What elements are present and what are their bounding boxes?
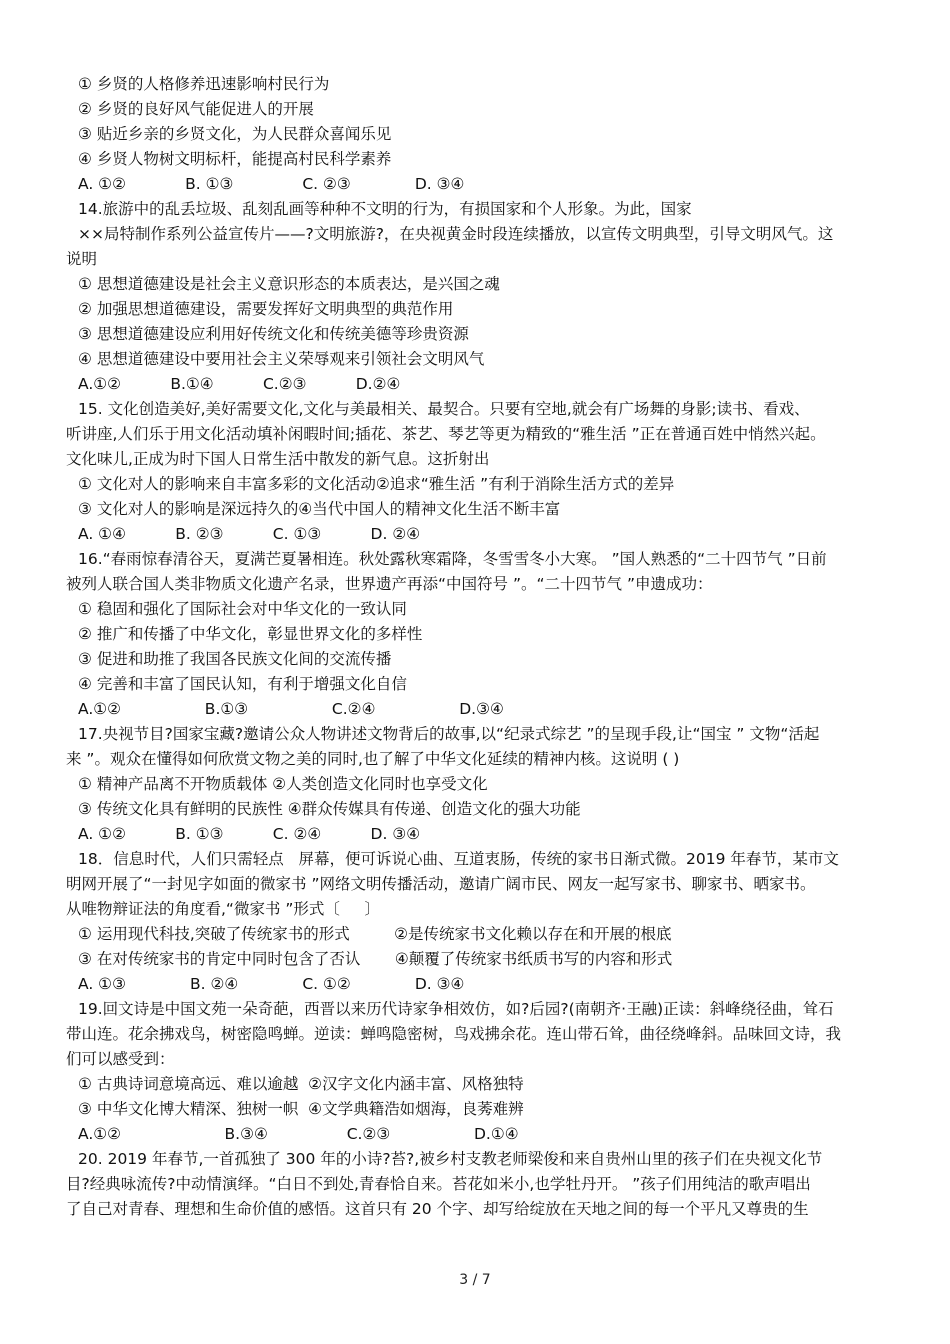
question-20: 20. 2019 年春节,一首孤独了 300 年的小诗?苔?,被乡村支教老师梁俊和来自贵州山里的孩子们在央视文化节 [78,1150,823,1168]
answer-options: A.①② B.③④ C.②③ D.①④ [78,1125,519,1143]
text-line: 文化味儿,正成为时下国人日常生活中散发的新气息。这折射出 [66,450,490,468]
question-18: 18．信息时代，人们只需轻点 屏幕，便可诉说心曲、互道衷肠，传统的家书日渐式微。2019 年春节，某市文 [78,850,839,868]
question-15: 15. 文化创造美好,美好需要文化,文化与美最相关、最契合。只要有空地,就会有广场舞的身影;读书、看戏、 [78,400,810,418]
text-line: ③ 文化对人的影响是深远持久的④当代中国人的精神文化生活不断丰富 [78,500,561,518]
text-line: ④ 完善和丰富了国民认知，有利于增强文化自信 [78,675,407,693]
answer-options: A. ①② B. ①③ C. ②④ D. ③④ [78,825,421,843]
text-line: ② 加强思想道德建设，需要发挥好文明典型的典范作用 [78,300,454,318]
text-line: 来 ”。观众在懂得如何欣赏文物之美的同时,也了解了中华文化延续的精神内核。这说明 ( ) [66,750,680,768]
text-line: 了自己对青春、理想和生命价值的感悟。这首只有 20 个字、却写给绽放在天地之间的每一个平凡又尊贵的生 [66,1200,809,1218]
answer-options: A.①② B.①④ C.②③ D.②④ [78,375,401,393]
question-16: 16.“春雨惊春清谷天，夏满芒夏暑相连。秋处露秋寒霜降，冬雪雪冬小大寒。 ”国人熟悉的“二十四节气 ”日前 [78,550,827,568]
text-line: ③ 中华文化博大精深、独树一帜 ④文学典籍浩如烟海，良莠难辨 [78,1100,524,1118]
text-line: ① 思想道德建设是社会主义意识形态的本质表达，是兴国之魂 [78,275,500,293]
text-line: 明网开展了“一封见字如面的微家书 ”网络文明传播活动，邀请广阔市民、网友一起写家书、聊家书、晒家书。 [66,875,816,893]
text-line: ××局特制作系列公益宣传片——?文明旅游?，在央视黄金时段连续播放，以宣传文明典型，引导文明风气。这 [78,225,834,243]
question-14: 14.旅游中的乱丢垃圾、乱刻乱画等种种不文明的行为，有损国家和个人形象。为此，国家 [78,200,692,218]
text-line: ③ 思想道德建设应利用好传统文化和传统美德等珍贵资源 [78,325,469,343]
text-line: 从唯物辩证法的角度看,“微家书 ”形式〔 〕 [66,900,381,918]
text-line: ② 推广和传播了中华文化，彰显世界文化的多样性 [78,625,423,643]
text-line: 被列人联合国人类非物质文化遗产名录，世界遗产再添“中国符号 ”。“二十四节气 ”申遗成功： [66,575,713,593]
text-line: ④ 乡贤人物树文明标杆，能提高村民科学素养 [78,150,392,168]
text-line: 听讲座,人们乐于用文化活动填补闲暇时间;插花、茶艺、琴艺等更为精致的“雅生活 ”正在普通百姓中悄然兴起。 [66,425,826,443]
text-line: ① 乡贤的人格修养迅速影响村民行为 [78,75,330,93]
question-text [66,72,886,1222]
text-line: 带山连。花余拂戏鸟，树密隐鸣蝉。逆读：蝉鸣隐密树，鸟戏拂余花。连山带石耸，曲径绕峰斜。品味回文诗，我 [66,1025,842,1043]
text-line: ③ 传统文化具有鲜明的民族性 ④群众传媒具有传递、创造文化的强大功能 [78,800,581,818]
question-17: 17.央视节目?国家宝藏?邀请公众人物讲述文物背后的故事,以“纪录式综艺 ”的呈现手段,让“国宝 ” 文物“活起 [78,725,820,743]
text-line: ③ 在对传统家书的肯定中同时包含了否认 ④颠覆了传统家书纸质书写的内容和形式 [78,950,673,968]
question-19: 19.回文诗是中国文苑一朵奇葩，西晋以来历代诗家争相效仿，如?后园?(南朝齐·王融)正读：斜峰绕径曲，耸石 [78,1000,834,1018]
text-line: ① 文化对人的影响来自丰富多彩的文化活动②追求“雅生活 ”有利于消除生活方式的差异 [78,475,675,493]
answer-options: A. ①④ B. ②③ C. ①③ D. ②④ [78,525,421,543]
text-line: ① 精神产品离不开物质载体 ②人类创造文化同时也享受文化 [78,775,488,793]
text-line: ② 乡贤的良好风气能促进人的开展 [78,100,314,118]
text-line: ③ 促进和助推了我国各民族文化间的交流传播 [78,650,392,668]
text-line: 目?经典咏流传?中动情演绎。“白日不到处,青春恰自来。苔花如米小,也学牡丹开。 ”孩子们用纯洁的歌声唱出 [66,1175,811,1193]
text-line: 们可以感受到： [66,1050,175,1068]
text-line: 说明 [66,250,98,268]
answer-options: A. ①② B. ①③ C. ②③ D. ③④ [78,175,465,193]
answer-options: A.①② B.①③ C.②④ D.③④ [78,700,504,718]
text-line: ① 运用现代科技,突破了传统家书的形式 ②是传统家书文化赖以存在和开展的根底 [78,925,672,943]
page-number: 3 / 7 [459,1272,491,1288]
text-line: ① 稳固和强化了国际社会对中华文化的一致认同 [78,600,407,618]
text-line: ① 古典诗词意境高远、难以逾越 ②汉字文化内涵丰富、风格独特 [78,1075,524,1093]
text-line: ③ 贴近乡亲的乡贤文化，为人民群众喜闻乐见 [78,125,392,143]
answer-options: A. ①③ B. ②④ C. ①② D. ③④ [78,975,465,993]
text-line: ④ 思想道德建设中要用社会主义荣辱观来引领社会文明风气 [78,350,485,368]
